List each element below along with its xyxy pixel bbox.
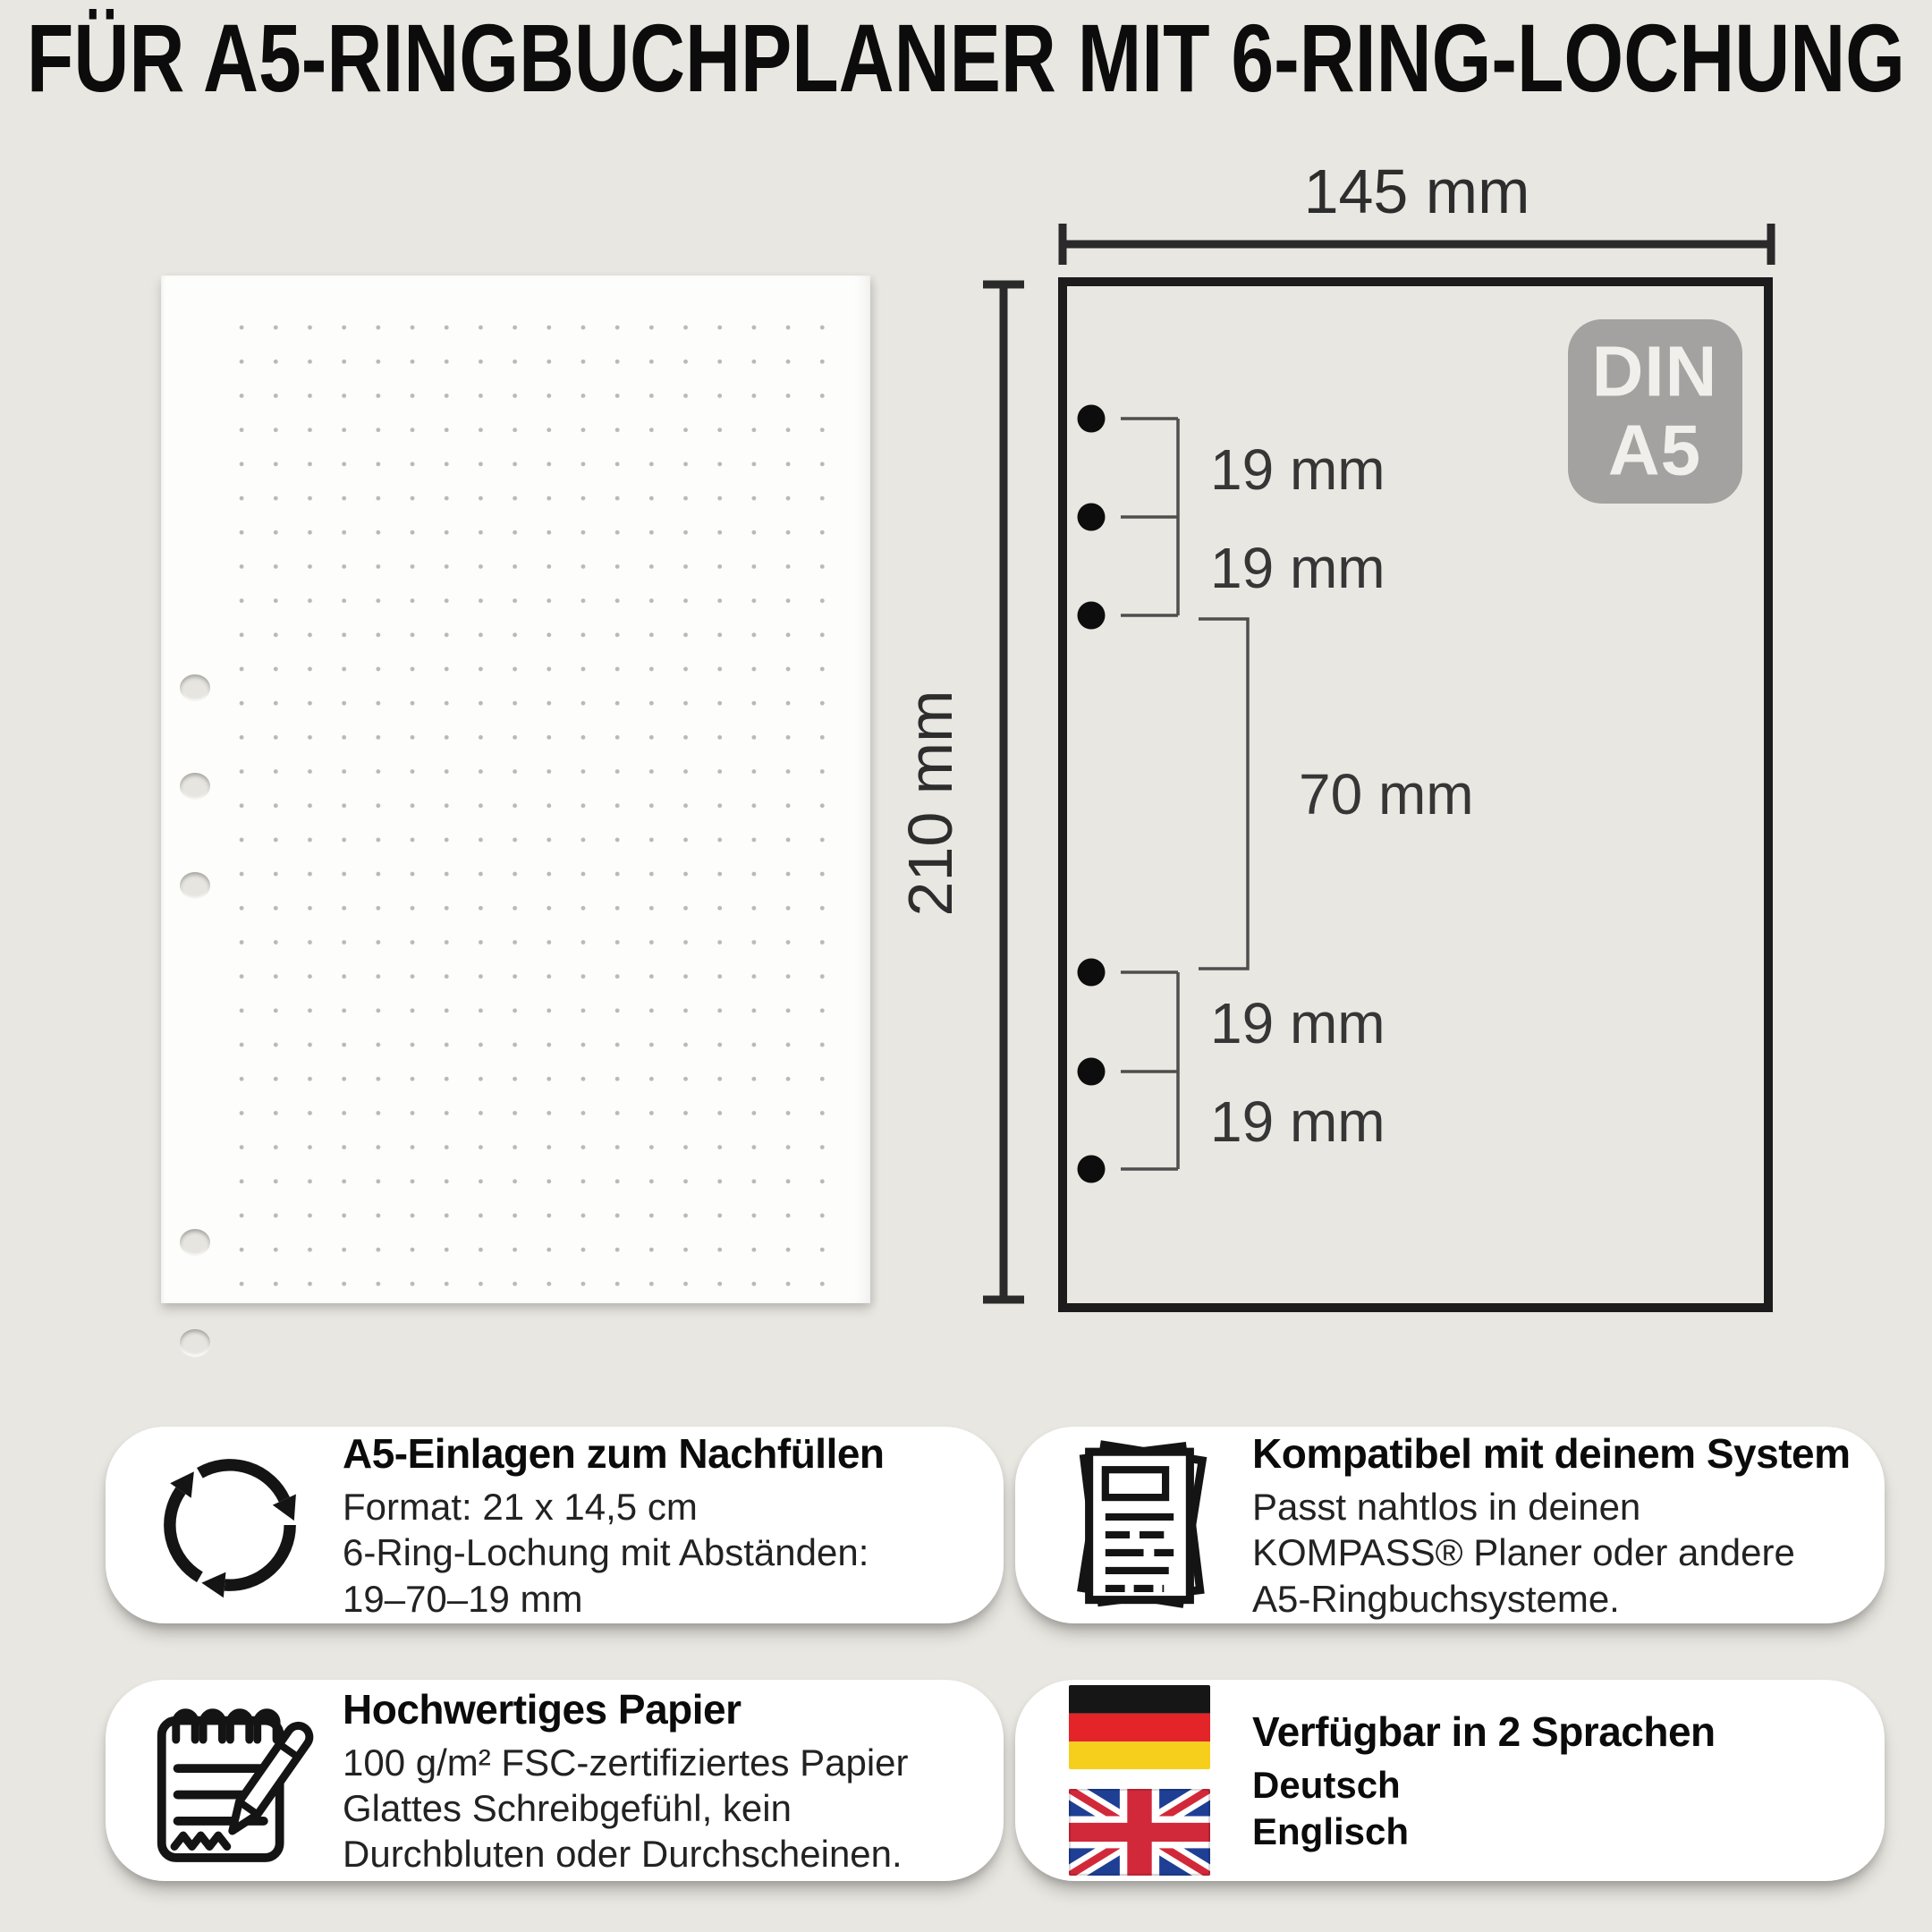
flags-icon bbox=[1047, 1685, 1231, 1877]
a5-paper-photo bbox=[161, 275, 870, 1303]
width-label: 145 mm bbox=[1303, 157, 1530, 226]
punch-hole bbox=[180, 1229, 210, 1256]
punch-hole bbox=[180, 872, 210, 899]
feature-card-refill bbox=[106, 1427, 1004, 1623]
dot-grid bbox=[216, 302, 847, 1287]
punch-hole bbox=[180, 674, 210, 701]
feature-title: Verfügbar in 2 Sprachen bbox=[1252, 1708, 1716, 1756]
feature-line: 19–70–19 mm bbox=[343, 1577, 583, 1620]
feature-line: Glattes Schreibgefühl, kein bbox=[343, 1786, 792, 1829]
badge-line2: A5 bbox=[1607, 410, 1702, 490]
german-flag-icon bbox=[1069, 1685, 1210, 1770]
punch-hole bbox=[180, 773, 210, 800]
din-a5-badge bbox=[1568, 319, 1742, 504]
feature-line: Format: 21 x 14,5 cm bbox=[343, 1486, 698, 1529]
feature-text bbox=[1252, 1428, 1851, 1622]
feature-line: Englisch bbox=[1252, 1809, 1410, 1852]
page-title-text: FÜR A5-RINGBUCHPLANER MIT 6-RING-LOCHUNG bbox=[26, 3, 1906, 112]
feature-line: A5-Ringbuchsysteme. bbox=[1252, 1577, 1620, 1620]
feature-line: 100 g/m² FSC-zertifiziertes Papier bbox=[343, 1741, 909, 1784]
feature-card-languages bbox=[1015, 1680, 1885, 1881]
feature-line: Passt nahtlos in deinen bbox=[1252, 1486, 1641, 1529]
spacing-brackets bbox=[1121, 419, 1248, 1169]
feature-text bbox=[343, 1684, 909, 1877]
recycle-icon bbox=[138, 1439, 321, 1611]
gap-label-top-1: 19 mm bbox=[1210, 437, 1385, 502]
feature-text bbox=[1252, 1707, 1716, 1854]
feature-title: Kompatibel mit deinem System bbox=[1252, 1430, 1851, 1478]
page-title bbox=[0, 3, 1932, 112]
feature-line: 6-Ring-Lochung mit Abständen: bbox=[343, 1531, 869, 1574]
feature-card-compatibility bbox=[1015, 1427, 1885, 1623]
notepad-pencil-icon bbox=[138, 1689, 321, 1872]
gap-label-middle: 70 mm bbox=[1299, 762, 1474, 826]
dimension-diagram bbox=[877, 125, 1932, 1360]
badge-line1: DIN bbox=[1591, 331, 1718, 411]
feature-line: Deutsch bbox=[1252, 1764, 1401, 1807]
document-stack-icon bbox=[1047, 1436, 1231, 1614]
feature-title: Hochwertiges Papier bbox=[343, 1685, 741, 1733]
hole-markers bbox=[1078, 405, 1106, 1183]
gap-label-bottom-2: 19 mm bbox=[1210, 1089, 1385, 1154]
gap-label-bottom-1: 19 mm bbox=[1210, 991, 1385, 1055]
feature-text bbox=[343, 1428, 885, 1622]
height-dimension-line bbox=[983, 284, 1024, 1300]
uk-flag-icon bbox=[1069, 1789, 1210, 1876]
punch-hole bbox=[180, 1329, 210, 1356]
feature-title: A5-Einlagen zum Nachfüllen bbox=[343, 1430, 885, 1478]
feature-card-paper bbox=[106, 1680, 1004, 1881]
width-dimension-line bbox=[1063, 224, 1771, 265]
feature-line: Durchbluten oder Durchscheinen. bbox=[343, 1833, 902, 1876]
height-label: 210 mm bbox=[895, 690, 965, 917]
feature-line: KOMPASS® Planer oder andere bbox=[1252, 1531, 1795, 1574]
gap-label-top-2: 19 mm bbox=[1210, 536, 1385, 600]
